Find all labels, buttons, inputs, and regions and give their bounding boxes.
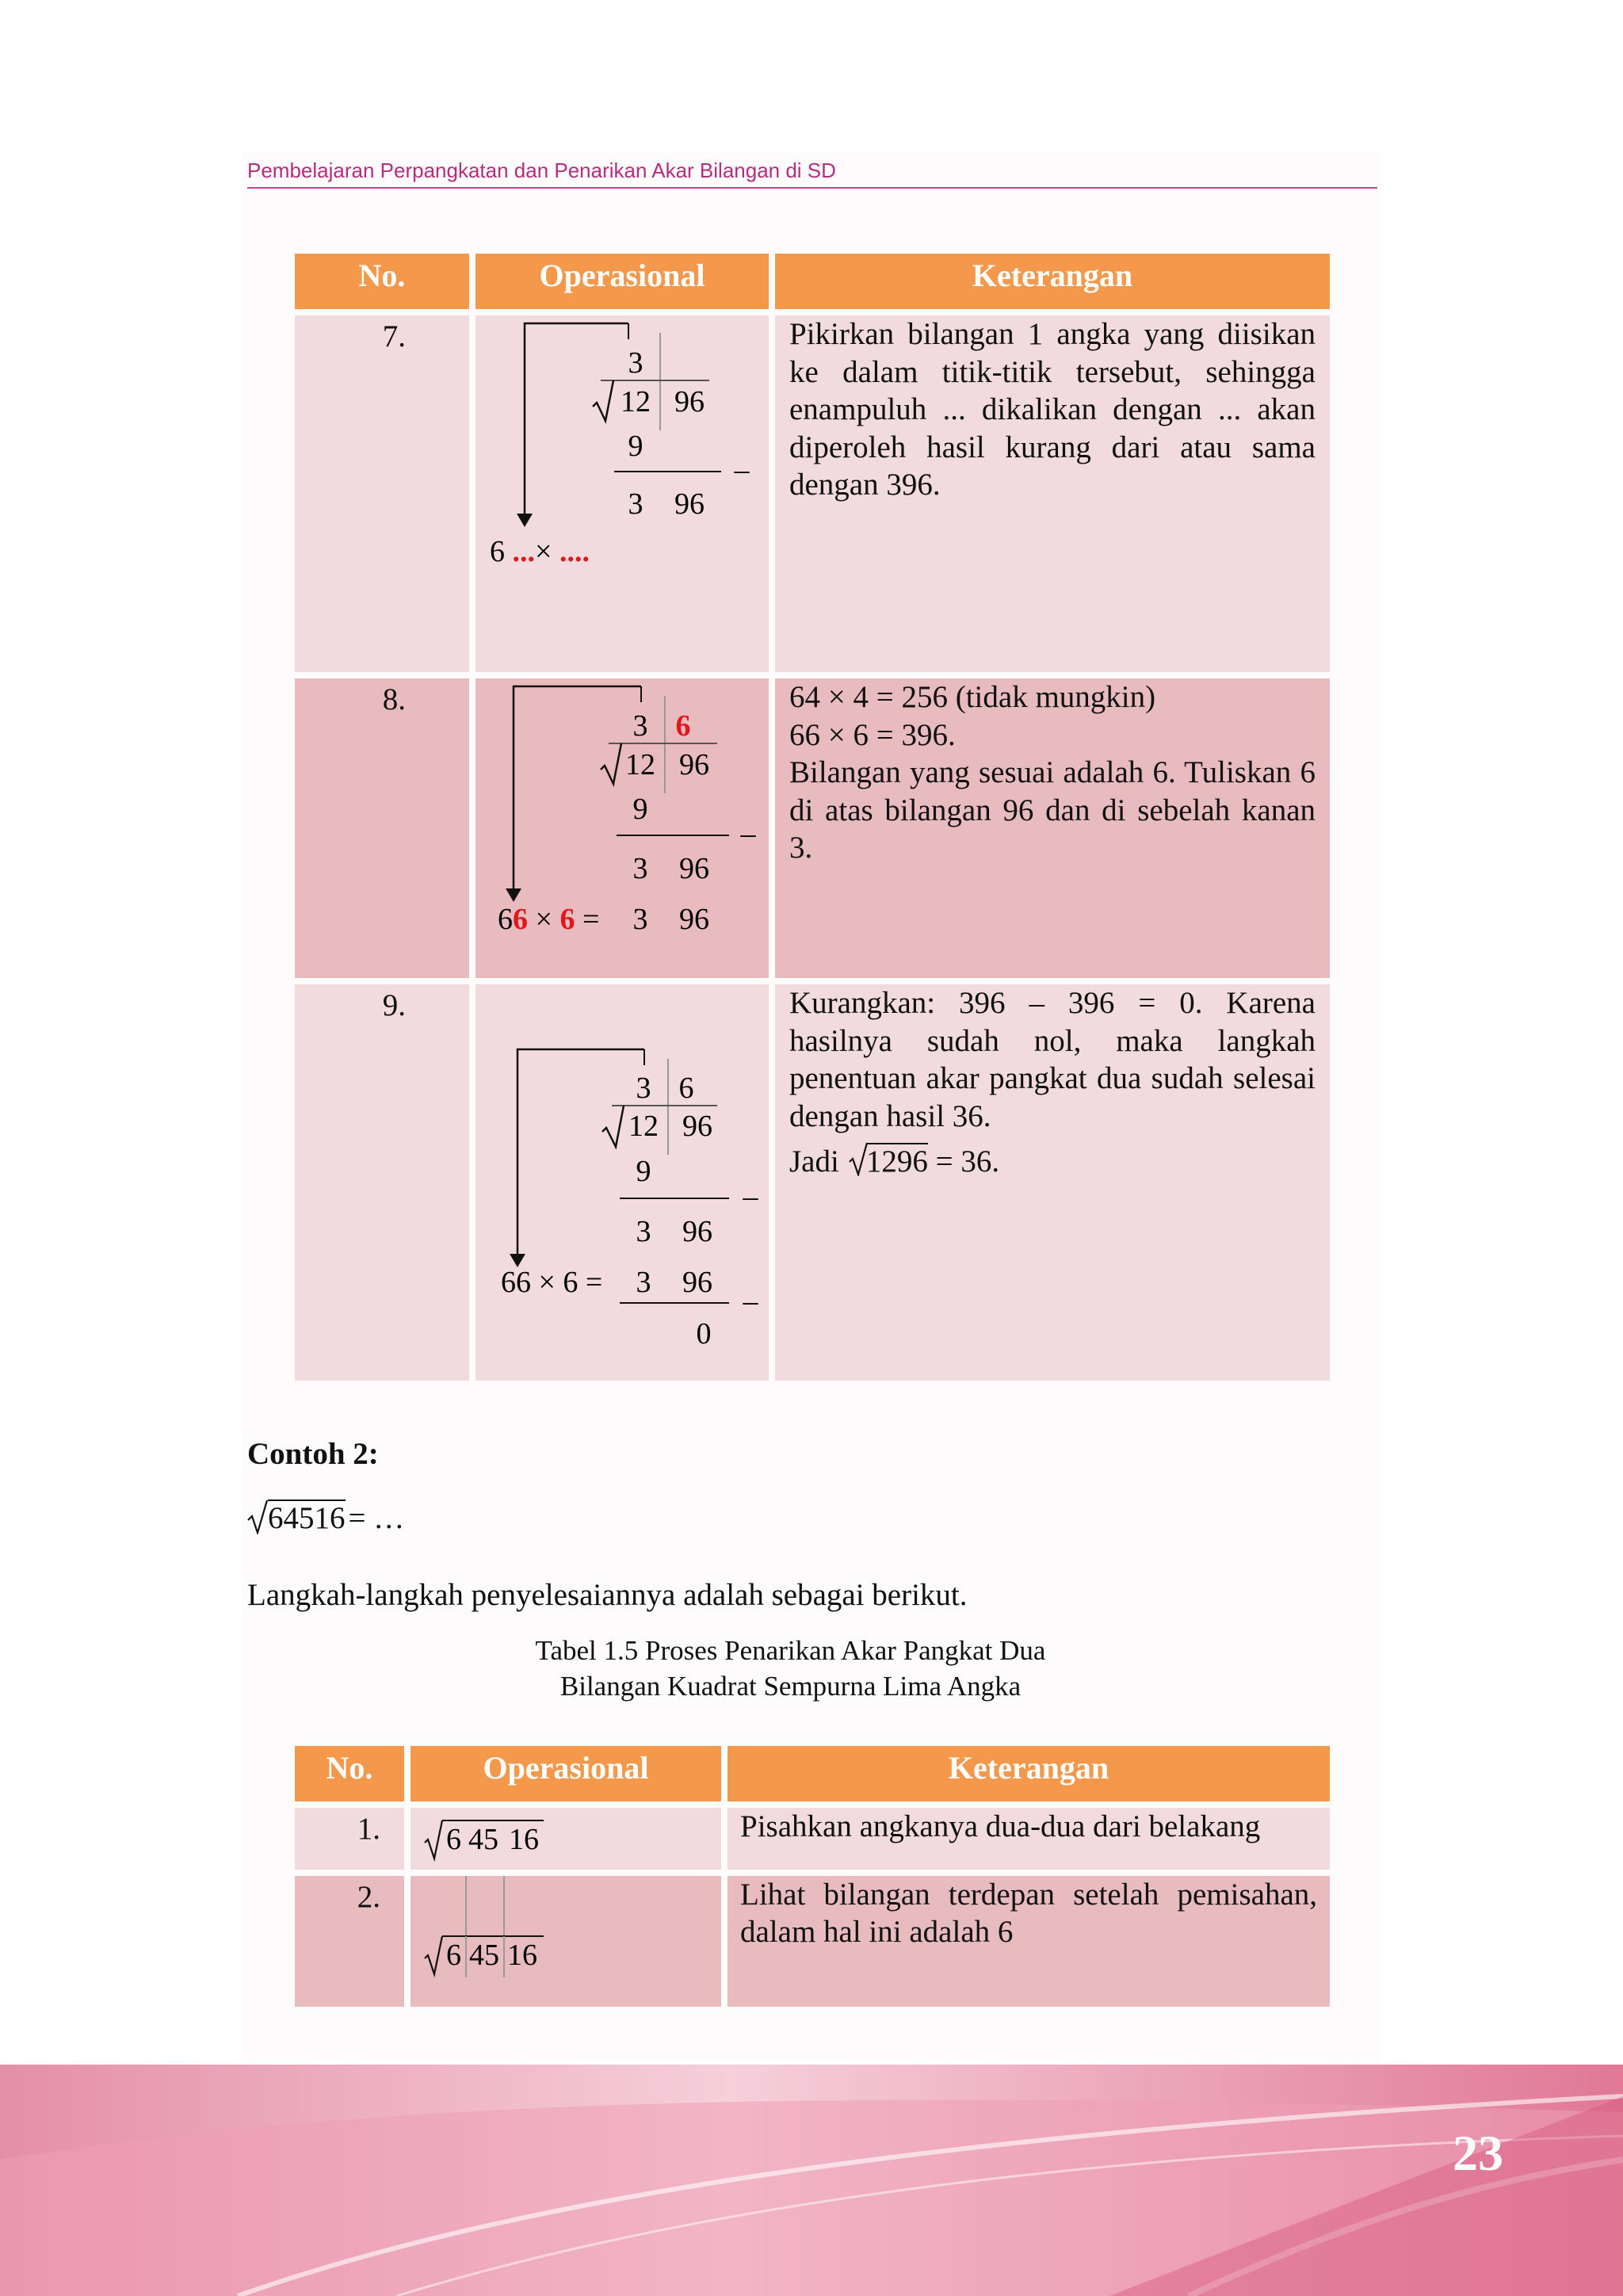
remainder-right: 96 — [682, 1215, 712, 1248]
division-diagram-8 — [475, 678, 769, 978]
multiplication-expression: 66 × 6 = — [498, 903, 600, 936]
table-2-caption-line-1: Tabel 1.5 Proses Penarikan Akar Pangkat Dua — [535, 1635, 1046, 1666]
remainder-right: 96 — [679, 852, 709, 885]
table-row-8-no: 8. — [295, 678, 469, 978]
product-left: 3 — [636, 1266, 651, 1299]
radicand-right: 96 — [679, 748, 709, 781]
division-diagram-9 — [475, 984, 769, 1381]
table-row-9-operasional — [475, 984, 769, 1381]
root-digit: 3 — [632, 709, 648, 743]
minus-sign-2: – — [743, 1285, 758, 1318]
svg-text:6: 6 — [446, 1939, 461, 1972]
minus-sign: – — [740, 817, 756, 850]
radicand-left: 12 — [621, 385, 651, 418]
sqrt-icon — [247, 1498, 268, 1534]
table-2-row-1-operasional — [411, 1808, 721, 1870]
svg-text:45: 45 — [468, 1823, 498, 1856]
table-2-row-2-no: 2. — [295, 1876, 404, 2007]
table-1-header-keterangan: Keterangan — [775, 254, 1330, 309]
root-digit: 3 — [636, 1072, 651, 1105]
table-1-header-no: No. — [295, 254, 469, 309]
sqrt-icon — [849, 1141, 868, 1176]
minus-sign: – — [734, 453, 750, 487]
minus-sign: – — [743, 1180, 758, 1213]
svg-text:16: 16 — [507, 1939, 537, 1972]
table-2-row-2-keterangan: Lihat bilangan terdepan setelah pemisahan, dalam hal ini adalah 6 — [727, 1876, 1330, 2007]
table-2-caption-line-2: Bilangan Kuadrat Sempurna Lima Angka — [559, 1671, 1022, 1702]
table-row-9-keterangan: Kurangkan: 396 – 396 = 0. Karena hasilnya sudah nol, maka langkah penentuan akar pangkat dua sudah selesai dengan hasil 36. Jadi 1296 = 36. — [775, 984, 1330, 1381]
table-2-row-1-no: 1. — [295, 1808, 404, 1870]
guess-expression: 6 ...× .... — [490, 535, 590, 568]
table-row-7-keterangan: Pikirkan bilangan 1 angka yang diisikan ke dalam titik-titik tersebut, sehingga enampuluh ... dikalikan dengan ... akan diperoleh hasil kurang dari atau sama dengan 396. — [775, 315, 1330, 672]
conclusion: Jadi 1296 = 36. — [789, 1137, 1316, 1181]
table-2-header-operasional: Operasional — [411, 1746, 721, 1801]
final-result: 0 — [696, 1317, 712, 1350]
table-row-7-operasional — [475, 315, 769, 672]
svg-text:45: 45 — [469, 1939, 499, 1972]
subtrahend: 9 — [628, 430, 643, 463]
example-intro: Langkah-langkah penyelesaiannya adalah sebagai berikut. — [247, 1578, 968, 1612]
svg-text:6: 6 — [446, 1823, 461, 1856]
table-row-9-no: 9. — [295, 984, 469, 1381]
table-2-header-no: No. — [295, 1746, 404, 1801]
subtrahend: 9 — [636, 1155, 651, 1188]
svg-text:16: 16 — [509, 1823, 539, 1856]
remainder-left: 3 — [636, 1215, 651, 1248]
table-row-7-no: 7. — [295, 315, 469, 672]
remainder-left: 3 — [632, 852, 648, 885]
product-left: 3 — [632, 903, 648, 936]
page-number: 23 — [1453, 2125, 1503, 2181]
table-2-row-2-operasional — [411, 1876, 721, 2007]
table-1-header-operasional: Operasional — [475, 254, 769, 309]
remainder-left: 3 — [628, 487, 643, 521]
example-expression: 64516 = … — [247, 1498, 404, 1542]
running-header: Pembelajaran Perpangkatan dan Penarikan Akar Bilangan di SD — [247, 157, 1377, 189]
remainder-right: 96 — [674, 487, 705, 521]
radicand-right: 96 — [682, 1110, 712, 1143]
subtrahend: 9 — [632, 793, 648, 826]
radical-split-2 — [411, 1876, 721, 2007]
root-digit-new: 6 — [675, 709, 691, 743]
radicand-left: 12 — [628, 1110, 659, 1143]
root-digit-2: 6 — [678, 1072, 694, 1105]
radical-split-1 — [411, 1808, 721, 1870]
product-right: 96 — [682, 1266, 712, 1299]
table-row-8-operasional — [475, 678, 769, 978]
table-2-header-keterangan: Keterangan — [727, 1746, 1330, 1801]
table-row-8-keterangan: 64 × 4 = 256 (tidak mungkin) 66 × 6 = 396. Bilangan yang sesuai adalah 6. Tuliskan 6 di atas bilangan 96 dan di sebelah kanan 3. — [775, 678, 1330, 978]
radicand-left: 12 — [625, 748, 655, 781]
root-digit: 3 — [628, 346, 643, 380]
radicand-right: 96 — [674, 385, 705, 418]
division-diagram-7 — [475, 315, 769, 672]
product-right: 96 — [679, 903, 709, 936]
table-2-row-1-keterangan: Pisahkan angkanya dua-dua dari belakang — [727, 1808, 1330, 1870]
example-title: Contoh 2: — [247, 1437, 379, 1471]
multiplication-expression: 66 × 6 = — [501, 1266, 603, 1299]
footer-decoration — [0, 2065, 1623, 2296]
